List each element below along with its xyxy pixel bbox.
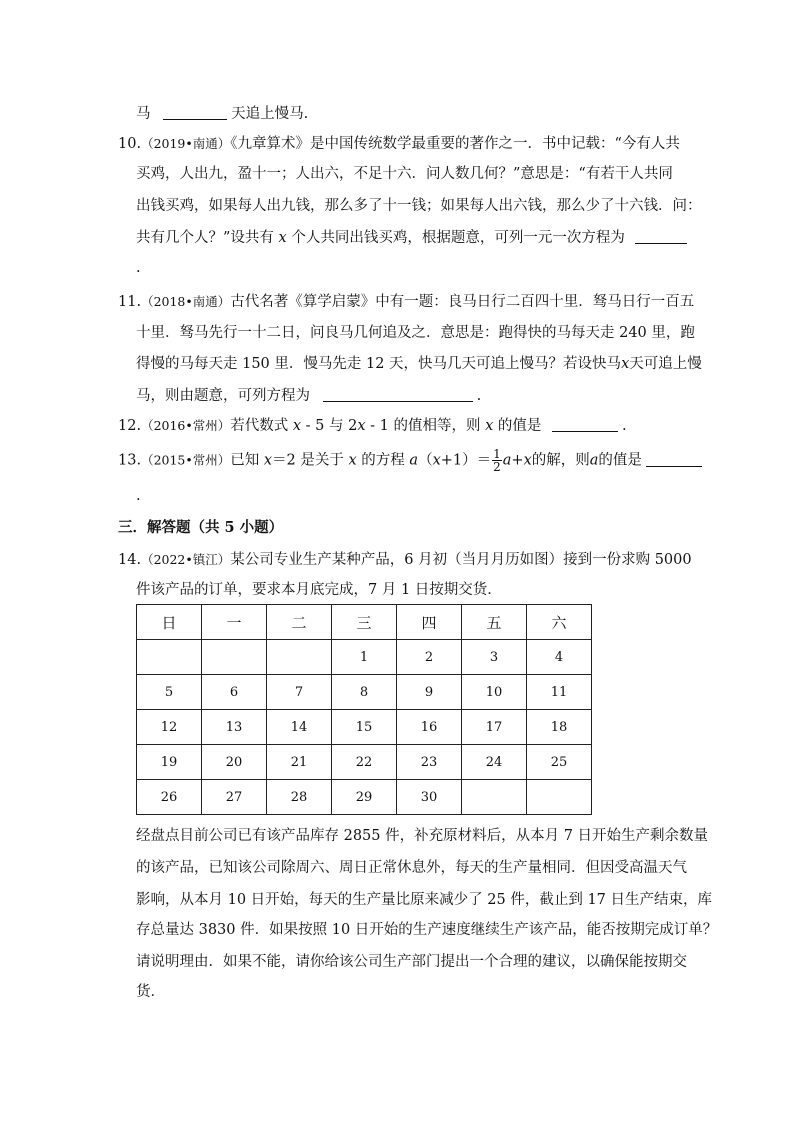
q13-var-a3: a [589,452,599,469]
q13-var-x3: x [432,452,441,469]
q11-answer-blank [323,387,473,402]
calendar-day-cell: 1 [332,640,397,675]
q14-para-1: 经盘点目前公司已有该产品库存 2855 件，补充原材料后，从本月 7 日开始生产剩余数量 [136,828,709,844]
calendar-day-cell: 20 [202,745,267,780]
calendar-day-cell: 5 [137,675,202,710]
calendar-day-cell: 19 [137,745,202,780]
q12-line [118,416,627,436]
q14-para-4: 存总量达 3830 件．如果按照 10 日开始的生产速度继续生产该产品，能否按期完成订单？ [136,922,718,938]
q11-var-x: x [621,356,630,372]
calendar-day-cell [462,780,527,815]
calendar-day-cell: 28 [267,780,332,815]
calendar-day-cell: 11 [527,675,592,710]
calendar-day-cell: 26 [137,780,202,815]
q12-expr-2: - 1 的值相等，则 [365,418,481,434]
section-3-heading: 三．解答题（共 5 小题） [118,519,284,536]
calendar-day-cell: 27 [202,780,267,815]
calendar-header-cell: 六 [527,605,592,640]
q11-number: 11. [118,294,142,310]
q11-line-2: 十里．驽马先行一十二日，问良马几何追及之．意思是：跑得快的马每天走 240 里，跑 [136,325,695,341]
calendar-header-cell: 日 [137,605,202,640]
q12-period: . [622,418,627,434]
calendar-day-cell: 29 [332,780,397,815]
q12-answer-blank [552,417,618,432]
calendar-day-cell: 6 [202,675,267,710]
q12-source: （2016•常州） [141,418,231,433]
calendar-week-row [137,675,592,710]
calendar-header-cell: 三 [332,605,397,640]
q13-fraction-numerator: 1 [493,447,501,461]
q9-tail-pre: 马 [136,106,151,122]
calendar-day-cell [137,640,202,675]
calendar-day-cell: 9 [397,675,462,710]
q13-text-1: 已知 [230,452,260,469]
calendar-day-cell: 2 [397,640,462,675]
calendar-header-cell: 一 [202,605,267,640]
q10-line-3: 出钱买鸡，如果每人出九钱，那么多了十一钱；如果每人出六钱，那么少了十六钱．问： [136,198,702,214]
q10-line-4 [136,228,687,248]
calendar-day-cell: 23 [397,745,462,780]
calendar-day-cell: 15 [332,710,397,745]
q13-var-x4: x [523,452,532,469]
q11-line-1 [118,292,694,312]
q13-text-8: 的值是 [598,452,642,469]
calendar-day-cell [202,640,267,675]
q10-text-1: 《九章算术》是中国传统数学最重要的著作之一．书中记载：“今有人共 [230,136,680,152]
q14-line-2: 件该产品的订单，要求本月底完成，7 月 1 日按期交货． [136,582,502,598]
q13-var-x1: x [263,452,273,469]
calendar-header-row [137,605,592,640]
q13-fraction [492,448,502,473]
calendar-table [136,604,592,815]
q11-text-4: 马，则由题意，可列方程为 [136,388,310,404]
q10-source: （2019•南通） [141,136,231,151]
q13-number: 13. [118,452,142,469]
q9-answer-blank [163,105,227,120]
calendar-day-cell: 4 [527,640,592,675]
q12-text-1: 若代数式 [230,418,289,434]
q12-number: 12. [118,418,142,434]
q11-line-4 [136,386,481,406]
q11-line-3 [136,354,702,374]
q13-var-a2: a [502,452,512,469]
q14-text-1: 某公司专业生产某种产品，6 月初（当月月历如图）接到一份求购 5000 [230,552,692,568]
q11-text-3a: 得慢的马每天走 150 里．慢马先走 12 天，快马几天可追上慢马？若设快马 [136,356,622,372]
calendar-header-cell: 五 [462,605,527,640]
q13-var-x2: x [348,452,357,469]
q10-line-1 [118,134,680,154]
q12-var-x1: x [292,418,302,434]
q13-period: . [136,488,141,504]
q9-tail-line [136,104,308,124]
q13-source: （2015•常州） [141,452,231,468]
calendar-day-cell: 14 [267,710,332,745]
calendar-day-cell: 24 [462,745,527,780]
calendar-day-cell: 3 [462,640,527,675]
calendar-day-cell: 8 [332,675,397,710]
q10-text-4a: 共有几个人？”设共有 [136,230,274,246]
calendar-day-cell: 7 [267,675,332,710]
calendar-week-row [137,710,592,745]
q11-source: （2018•南通） [141,294,231,309]
q12-var-x2: x [357,418,366,434]
q14-para-6: 货． [136,984,165,1000]
calendar-day-cell: 25 [527,745,592,780]
calendar-day-cell: 22 [332,745,397,780]
q13-line [118,448,702,473]
calendar-day-cell [527,780,592,815]
q10-period: . [136,260,141,276]
q10-answer-blank [635,229,687,244]
calendar-day-cell: 16 [397,710,462,745]
calendar-header-cell: 二 [267,605,332,640]
q13-fraction-denominator: 2 [493,460,501,474]
q9-tail-post: 天追上慢马. [231,106,309,122]
q14-line-1 [118,550,692,570]
q13-var-a1: a [409,452,419,469]
calendar-header-cell: 四 [397,605,462,640]
q13-text-6: + [511,452,524,469]
q10-text-4b: 个人共同出钱买鸡，根据题意，可列一元一次方程为 [291,230,625,246]
q13-text-3: 的方程 [361,452,405,469]
q12-expr-1: - 5 与 2 [301,418,358,434]
calendar-day-cell: 18 [527,710,592,745]
calendar-day-cell: 17 [462,710,527,745]
calendar-week-row [137,640,592,675]
q13-answer-blank [646,452,702,467]
q14-para-3: 影响，从本月 10 日开始，每天的生产量比原来减少了 25 件，截止到 17 日生产结束，库 [136,892,713,908]
q13-text-4: （ [418,452,433,469]
q14-para-5: 请说明理由．如果不能，请你给该公司生产部门提出一个合理的建议，以确保能按期交 [136,954,687,970]
q10-line-2: 买鸡，人出九，盈十一；人出六，不足十六．问人数几何？”意思是：“有若干人共同 [136,166,673,182]
q12-text-2: 的值是 [497,418,542,434]
calendar-week-row [137,780,592,815]
calendar-day-cell: 21 [267,745,332,780]
calendar-day-cell [267,640,332,675]
calendar-day-cell: 13 [202,710,267,745]
q13-text-7: 的解，则 [531,452,590,469]
q10-var-x: x [278,230,287,246]
q11-text-1: 古代名著《算学启蒙》中有一题：良马日行二百四十里．驽马日行一百五 [230,294,695,310]
calendar-day-cell: 12 [137,710,202,745]
q13-text-5: +1）＝ [440,452,492,469]
q11-period: . [476,388,482,404]
q14-para-2: 的该产品，已知该公司除周六、周日正常休息外，每天的生产量相同．但因受高温天气 [136,860,687,876]
calendar-day-cell: 10 [462,675,527,710]
calendar-day-cell: 30 [397,780,462,815]
q10-number: 10. [118,136,142,152]
q13-text-2: ＝2 是关于 [272,452,344,469]
calendar-week-row [137,745,592,780]
q12-var-x3: x [485,418,494,434]
q11-text-3b: 天可追上慢 [629,356,702,372]
q14-source: （2022•镇江） [141,552,231,567]
q14-number: 14. [118,552,142,568]
